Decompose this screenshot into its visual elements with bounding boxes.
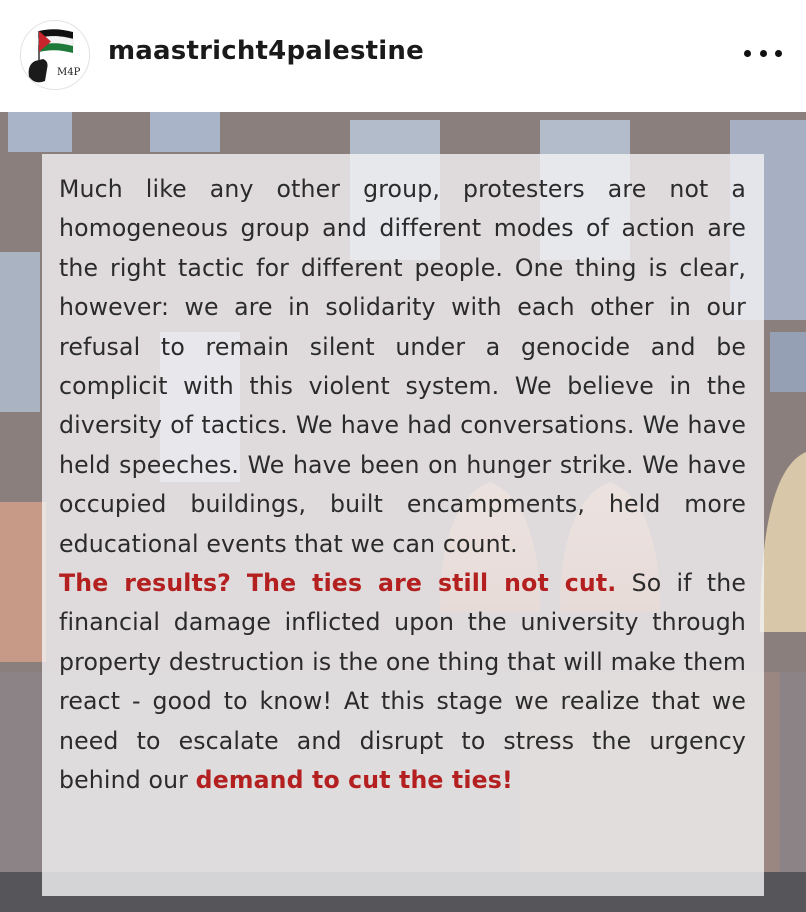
more-horizontal-icon-dot (760, 50, 767, 57)
post-header (0, 0, 806, 112)
post-image[interactable] (0, 112, 806, 912)
more-horizontal-icon (744, 50, 751, 57)
avatar-monogram: M4P (57, 67, 81, 78)
caption-overlay-panel (42, 154, 764, 896)
account-username[interactable]: maastricht4palestine (108, 36, 424, 66)
palestine-flag-logo-icon (21, 21, 89, 89)
statement-paragraph-2: So if the financial damage inflicted upon the university through property destruction is the one thing that will make them react - good to know! At this stage we realize that we need to escalate and disrupt to stress the urgency behind our (59, 569, 746, 795)
highlight-results: The results? The ties are still not cut. (59, 569, 617, 598)
statement-paragraph-1: Much like any other group, protesters are not a homogeneous group and different modes of action are the right tactic for different people. One thing is clear, however: we are in solidarity with each other in our refusal to remain silent under a genocide and be complicit with this violent system. We believe in the diversity of tactics. We have had conversations. We have held speeches. We have been on hunger strike. We have occupied buildings, built encampments, held more educational events that we can count. (59, 175, 746, 558)
more-horizontal-icon-dot (775, 50, 782, 57)
more-options-button[interactable] (744, 38, 782, 68)
profile-avatar[interactable] (20, 20, 90, 90)
highlight-demand: demand to cut the ties! (195, 766, 513, 795)
statement-text (59, 170, 746, 801)
